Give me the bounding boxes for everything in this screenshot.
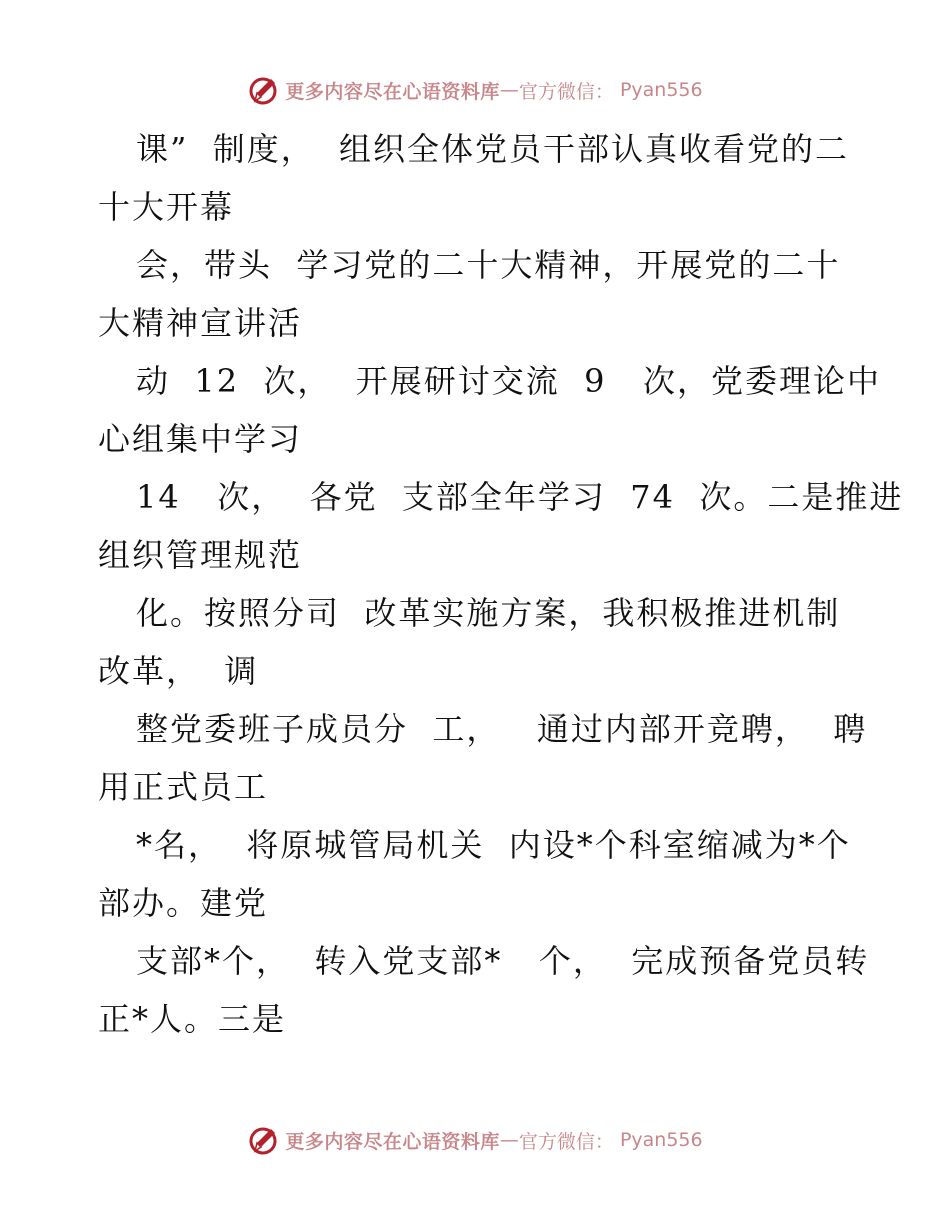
body-line: 支部*个， 转入党支部* 个， 完成预备党员转 [136,942,870,980]
body-line: 用正式员工 [98,768,269,806]
body-line: 会，带头 学习党的二十大精神，开展党的二十 [136,246,841,284]
banner-main-text: 更多内容尽在心语资料库 [285,1130,500,1153]
body-line: 部办。建党 [98,884,269,922]
banner-wechat-id: Pyan556 [619,79,703,101]
banner-separator: — [499,79,519,101]
header-banner [0,70,950,110]
banner-main-text: 更多内容尽在心语资料库 [285,80,500,103]
body-line: *名， 将原城管局机关 内设*个科室缩减为*个 [136,826,851,864]
body-line: 动 12 次， 开展研讨交流 9 次，党委理论中 [136,362,881,400]
body-line: 大精神宣讲活 [98,304,303,342]
body-line: 十大开幕 [98,188,235,226]
footer-banner [0,1120,950,1160]
body-line: 整党委班子成员分 工， 通过内部开竞聘， 聘 [136,710,868,748]
body-line: 14 次， 各党 支部全年学习 74 次。二是推进 [136,478,904,516]
body-line: 正*人。三是 [98,1000,287,1038]
document-body [98,120,904,1048]
body-line: 化。按照分司 改革实施方案，我积极推进机制 [136,594,841,632]
body-line: 课” 制度， 组织全体党员干部认真收看党的二 [136,130,850,168]
banner-official-label: 官方微信： [518,80,614,103]
body-line: 组织管理规范 [98,536,303,574]
body-line: 心组集中学习 [98,420,303,458]
pen-logo-icon [247,73,281,107]
banner-official-label: 官方微信： [518,1130,614,1153]
pen-logo-icon [247,1123,281,1157]
banner-separator: — [499,1129,519,1151]
banner-wechat-id: Pyan556 [619,1129,703,1151]
body-line: 改革， 调 [98,652,259,690]
